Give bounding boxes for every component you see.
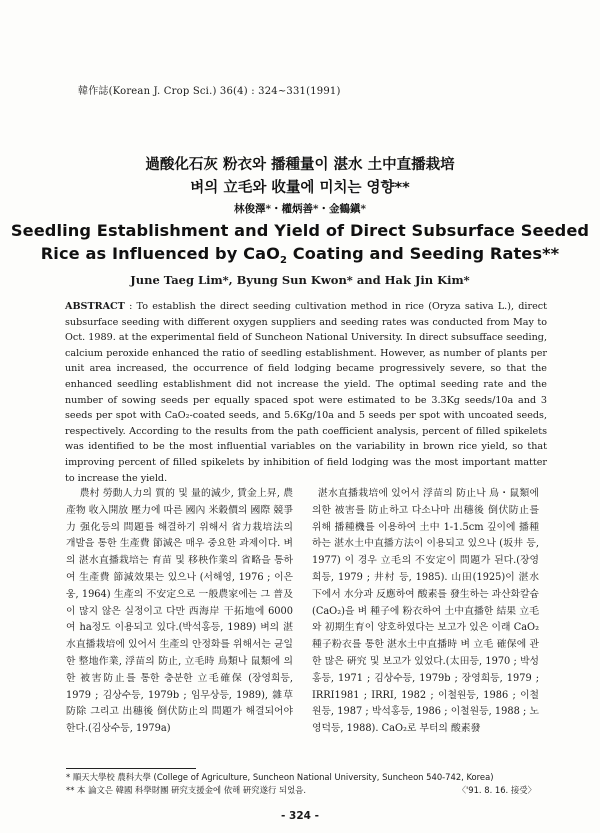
english-title-line2-main: Rice as Influenced by CaO (40, 244, 280, 263)
korean-title-line2: 벼의 立毛와 收量에 미치는 영향** (190, 180, 410, 196)
journal-reference: 韓作誌(Korean J. Crop Sci.) 36(4) : 324~331(1991) (78, 86, 341, 97)
abstract-text: : To establish the direct seeding cultivation method in rice (Oryza sativa L.), direct subsurface seeding with different oxygen suppliers and seeding rates was conducted from May to Oct. 1989. at the experimental field of Suncheon National University. In direct subsufface seeding, calcium peroxide enhanced the ratio of seedling establishment. However, as number of plants per unit area increased, the occurrence of field lodging became progressively severe, so that the enhanced seedling establishment did not increase the yield. The optimal seeding rate and the number of sowing seeds per equally spaced spot were estimated to be 3.3Kg seeds/10a and 3 seeds per spot with CaO₂-coated seeds, and 5.6Kg/10a and 5 seeds per spot with uncoated seeds, respectively. According to the results from the path coefficient analysis, percent of filled spikelets was identified to be the most influential variables on the variability in brown rice yield, so that improving percent of filled spikelets by inhibition of field lodging was the most important matter to increase the yield. (65, 301, 547, 484)
body-right-text: 湛水直播栽培에 있어서 浮苗의 防止나 鳥・鼠類에 의한 被害를 防止하고 다소나마 出穗後 倒伏防止를 위해 播種機를 이용하여 土中 1-1.5cm 깊이에 播種하는 湛水土中直播方法이 이용되고 있으나 (坂井 등, 1977) 이 경우 立毛의 不安定이 問題가 된다.(장영희등, 1979 ; 井村 등, 1985). 山田(1925)이 湛水下에서 水分과 反應하여 酸素를 發生하는 과산화칼슘(CaO₂)을 벼 種子에 粉衣하여 土中直播한 結果 立毛와 初期生育이 양호하였다는 보고가 있은 이래 CaO₂ 種子粉衣를 통한 湛水土中直播時 벼 立毛 確保에 관한 많은 硏究 및 보고가 있었다.(太田등, 1970 ; 박성홍등, 1971 ; 김상수등, 1979b ; 장영희등, 1979 ; IRRI1981 ; IRRI, 1982 ; 이철원등, 1986 ; 이철원등, 1987 ; 박석홍등, 1986 ; 이철원등, 1988 ; 노영덕등, 1988). CaO₂로 부터의 酸素發 (312, 488, 539, 735)
korean-authors: 林俊澤*・權炳善*・金鶴鎭* (234, 203, 366, 215)
body-left-text: 農村 勞動人力의 質的 및 量的減少, 賃金上昇, 農產物 收入開放 壓力에 따른 國內 米穀價의 國際 競爭力 强化등의 問題를 해결하기 위해서 省力栽培法의 개발을 통한 生產費 節減은 매우 중요한 과제이다. 벼의 湛水直播栽培는 育苗 및 移秧作業의 省略을 통하여 生產費 節減效果는 있으나 (서해영, 1976 ; 이은웅, 1964) 生產의 不安定으로 一般農家에는 그 普及이 많지 않은 실정이고 다만 西海岸 干拓地에 6000여 ha정도 이용되고 있다.(박석홍등, 1989) 벼의 湛水直播栽培에 있어서 生產의 안정화를 위해서는 균일한 整地作業, 浮苗의 防止, 立毛時 鳥類나 鼠類에 의한 被害防止를 통한 충분한 立毛確保 (장영희등, 1979 ; 김상수등, 1979b ; 임무상등, 1989), 雜草防除 그리고 出穗後 倒伏防止의 問題가 해결되어야 한다.(김상수등, 1979a) (66, 488, 293, 735)
footnote-received-date: 〈'91. 8. 16. 接受〉 (457, 785, 536, 795)
body-column-left (66, 486, 293, 738)
abstract (65, 299, 547, 486)
english-title-subscript: 2 (279, 255, 288, 267)
footnote-affiliation: * 順天大學校 農科大學 (College of Agriculture, Suncheon National University, Suncheon 540-742, Korea) (66, 772, 494, 782)
english-title-line1: Seedling Establishment and Yield of Direct Subsurface Seeded (10, 221, 590, 240)
english-title-line2-rest: Coating and Seeding Rates** (287, 244, 560, 263)
body-column-right (312, 486, 539, 738)
english-authors: June Taeg Lim*, Byung Sun Kwon* and Hak Jin Kim* (130, 273, 470, 287)
korean-title-line1: 過酸化石灰 粉衣와 播種量이 湛水 土中直播栽培 (145, 157, 455, 173)
page-number: - 324 - (281, 810, 319, 822)
footnote-funding: ** 本 論文은 韓國 科學財團 硏究支援金에 依해 硏究遂行 되었음. (66, 785, 306, 795)
abstract-label: ABSTRACT (65, 301, 125, 312)
english-title-line2 (0, 244, 600, 266)
footnote-rule (66, 768, 196, 769)
